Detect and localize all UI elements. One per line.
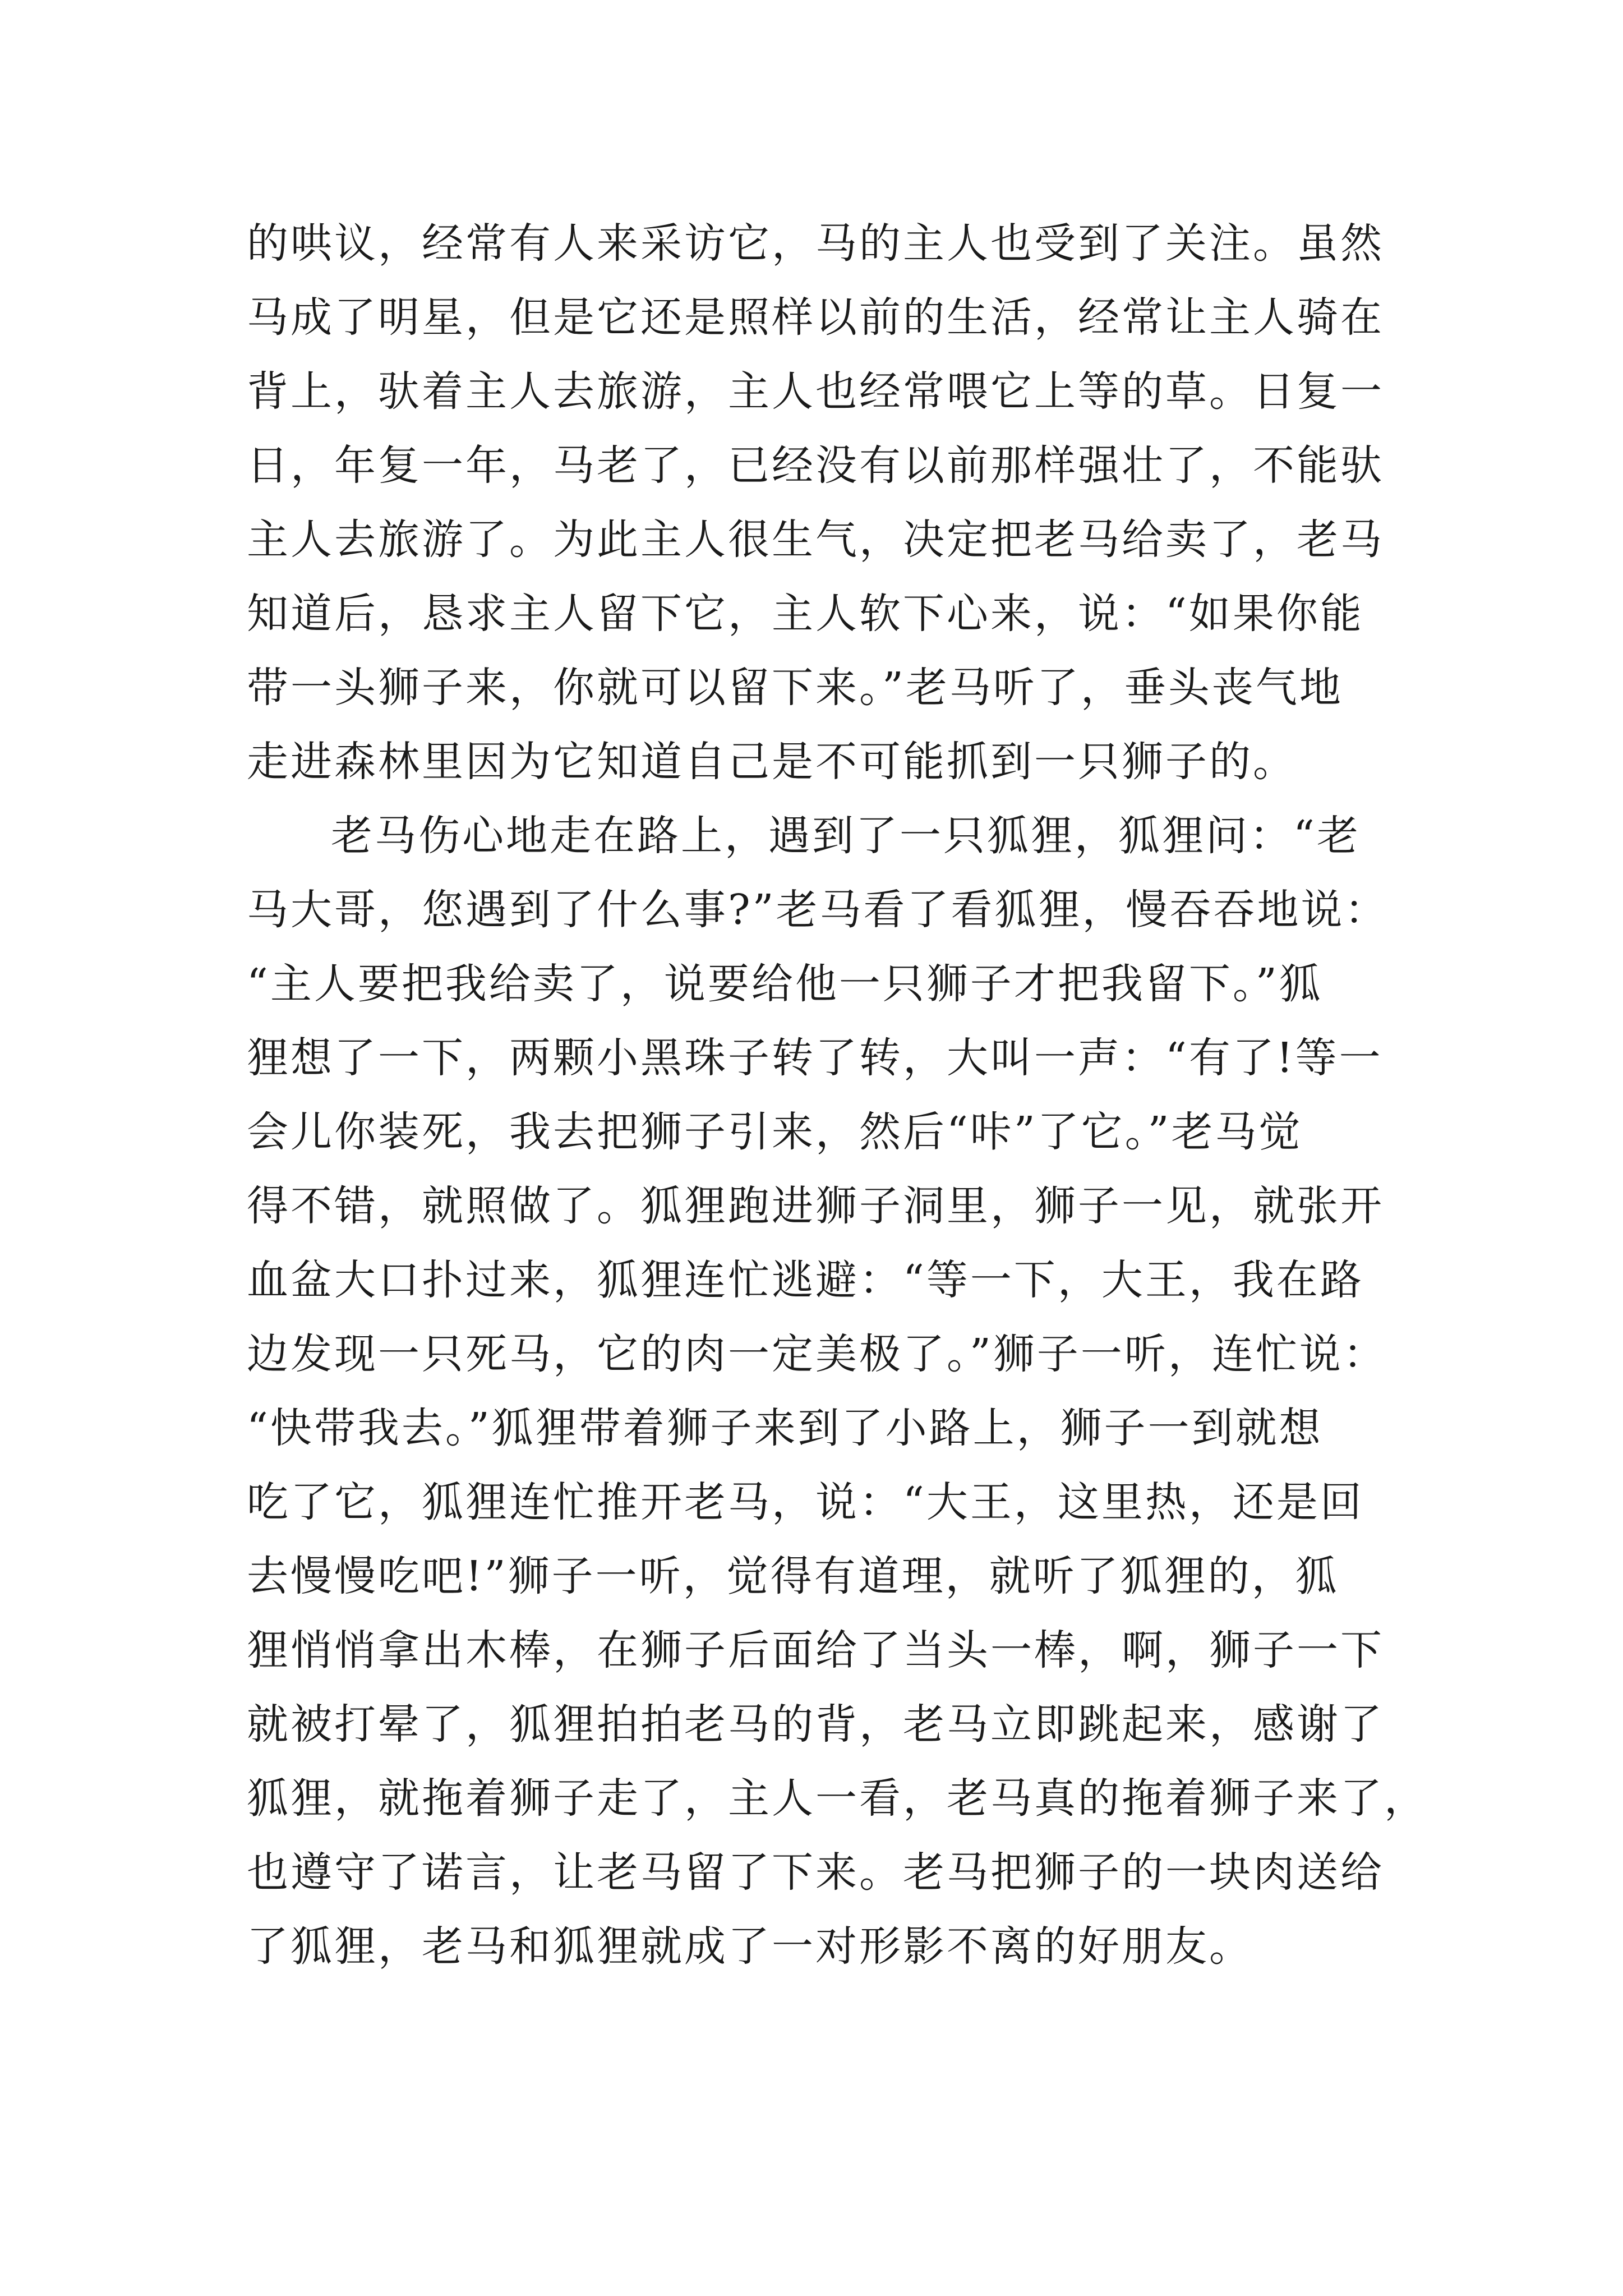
- text-line: 得不错，就照做了。狐狸跑进狮子洞里，狮子一见，就张开: [247, 1182, 1384, 1230]
- text-line: 了狐狸，老马和狐狸就成了一对形影不离的好朋友。: [247, 1922, 1253, 1971]
- text-line: 老马伤心地走在路上，遇到了一只狐狸，狐狸问：“老: [331, 812, 1361, 860]
- text-line: 狸悄悄拿出木棒，在狮子后面给了当头一棒，啊，狮子一下: [247, 1626, 1384, 1674]
- text-line: 也遵守了诺言，让老马留了下来。老马把狮子的一块肉送给: [247, 1848, 1384, 1897]
- text-line: 日，年复一年，马老了，已经没有以前那样强壮了，不能驮: [247, 441, 1384, 490]
- text-line: 带一头狮子来，你就可以留下来。”老马听了，垂头丧气地: [247, 664, 1343, 712]
- text-line: 吃了它，狐狸连忙推开老马，说：“大王，这里热，还是回: [247, 1478, 1364, 1526]
- text-line: 边发现一只死马，它的肉一定美极了。”狮子一听，连忙说：: [247, 1330, 1387, 1378]
- paragraph-2: [247, 799, 1428, 1984]
- text-line: 走进森林里因为它知道自己是不可能抓到一只狮子的。: [247, 738, 1297, 786]
- text-line: “快带我去。”狐狸带着狮子来到了小路上，狮子一到就想: [247, 1404, 1323, 1452]
- text-line: 知道后，恳求主人留下它，主人软下心来，说：“如果你能: [247, 590, 1364, 638]
- text-line: 马成了明星，但是它还是照样以前的生活，经常让主人骑在: [247, 293, 1384, 342]
- text-line: “主人要把我给卖了，说要给他一只狮子才把我留下。”狐: [247, 960, 1323, 1008]
- text-line: 就被打晕了，狐狸拍拍老马的背，老马立即跳起来，感谢了: [247, 1700, 1384, 1749]
- text-line: 主人去旅游了。为此主人很生气，决定把老马给卖了，老马: [247, 516, 1384, 564]
- body-text: [247, 206, 1428, 1984]
- text-line: 去慢慢吃吧!”狮子一听，觉得有道理，就听了狐狸的，狐: [247, 1552, 1339, 1600]
- text-line: 会儿你装死，我去把狮子引来，然后“咔”了它。”老马觉: [247, 1108, 1303, 1156]
- text-line: 马大哥，您遇到了什么事?”老马看了看狐狸，慢吞吞地说：: [247, 886, 1389, 934]
- text-line: 的哄议，经常有人来采访它，马的主人也受到了关注。虽然: [247, 219, 1384, 268]
- paragraph-1: [247, 206, 1413, 799]
- text-line: 背上，驮着主人去旅游，主人也经常喂它上等的草。日复一: [247, 367, 1384, 416]
- text-line: 血盆大口扑过来，狐狸连忙逃避：“等一下，大王，我在路: [247, 1256, 1364, 1304]
- text-line: 狐狸，就拖着狮子走了，主人一看，老马真的拖着狮子来了，: [247, 1774, 1428, 1823]
- text-line: 狸想了一下，两颗小黑珠子转了转，大叫一声：“有了!等一: [247, 1034, 1383, 1082]
